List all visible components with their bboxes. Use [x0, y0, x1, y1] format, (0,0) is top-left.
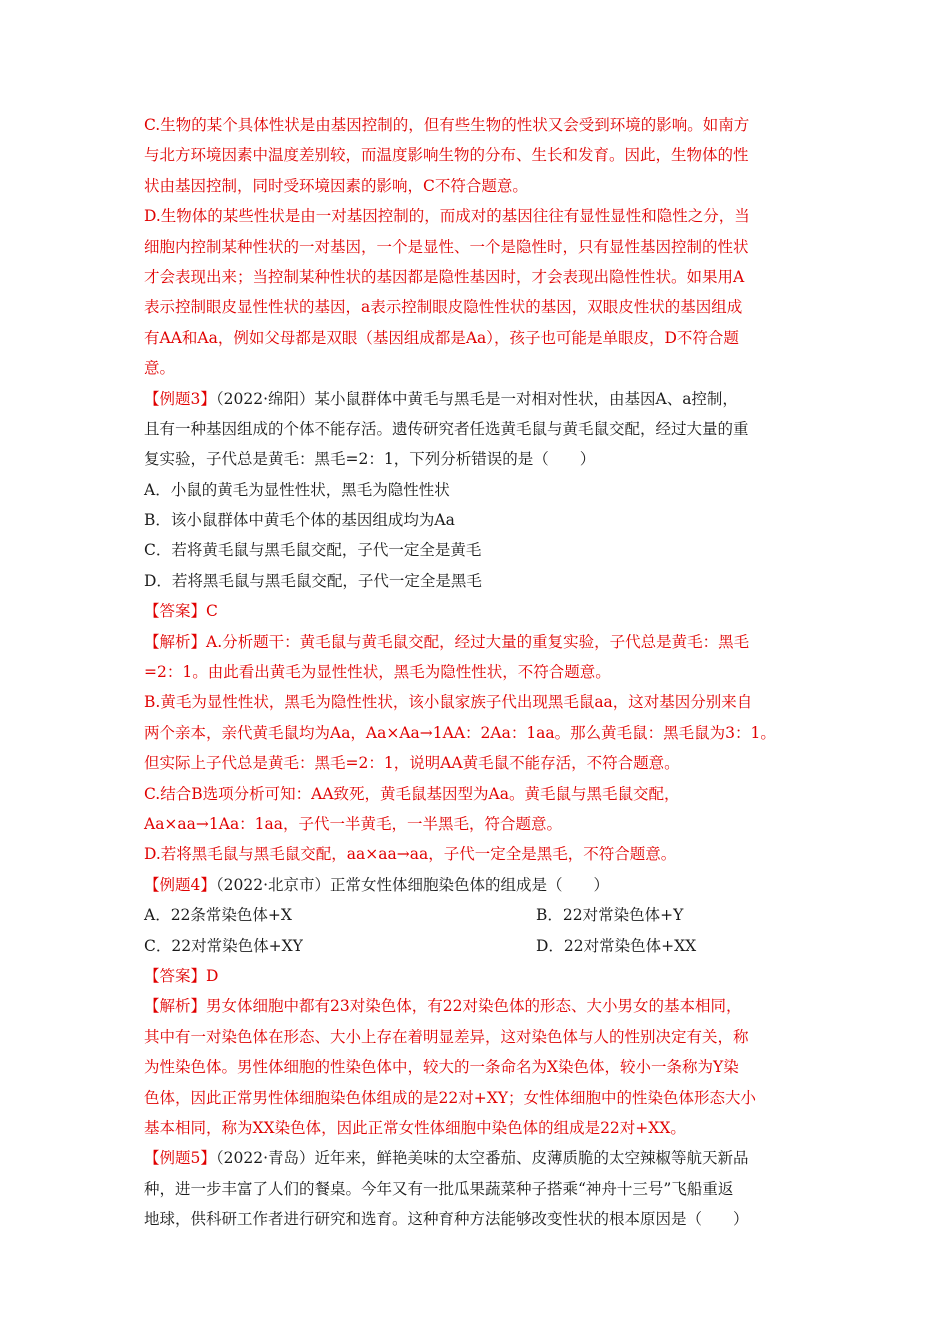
line-text: 两个亲本，亲代黄毛鼠均为Aa，Aa×Aa→1AA：2Aa：1aa。那么黄毛鼠：黑毛鼠为3：1。	[144, 723, 776, 742]
line-text: 色体，因此正常男性体细胞染色体组成的是22对+XY；女性体细胞中的性染色体形态大小	[144, 1088, 756, 1107]
section-tag: 【例题4】	[144, 875, 216, 894]
line-text: （2022·青岛）近年来，鲜艳美味的太空番茄、皮薄质脆的太空辣椒等航天新品	[215, 1149, 749, 1168]
section-tag: 【解析】	[144, 632, 207, 651]
line-text: 意。	[144, 359, 176, 378]
section-tag: 【例题5】	[144, 1149, 216, 1168]
text-line	[144, 201, 808, 231]
text-line	[144, 839, 808, 869]
text-line	[144, 140, 808, 170]
section-line	[144, 384, 808, 414]
line-text: D.生物体的某些性状是由一对基因控制的，而成对的基因往往有显性显性和隐性之分，当	[144, 207, 750, 226]
text-line	[144, 505, 808, 535]
line-text: B．该小鼠群体中黄毛个体的基因组成均为Aa	[144, 511, 455, 530]
text-line	[144, 110, 808, 140]
text-line	[144, 687, 808, 717]
line-text: D.若将黑毛鼠与黑毛鼠交配，aa×aa→aa，子代一定全是黑毛，不符合题意。	[144, 845, 677, 864]
text-line	[144, 1204, 808, 1234]
line-text: 其中有一对染色体在形态、大小上存在着明显差异，这对染色体与人的性别决定有关，称	[144, 1027, 749, 1046]
text-line	[144, 353, 808, 383]
line-text: C	[206, 602, 218, 621]
line-text: A．小鼠的黄毛为显性性状，黑毛为隐性性状	[144, 480, 450, 499]
option-row	[144, 931, 808, 961]
section-tag: 【答案】	[144, 966, 207, 985]
text-line	[144, 1174, 808, 1204]
section-line	[144, 991, 808, 1021]
line-text: 细胞内控制某种性状的一对基因，一个是显性、一个是隐性时，只有显性基因控制的性状	[144, 237, 749, 256]
text-line	[144, 809, 808, 839]
text-line	[144, 323, 808, 353]
section-tag: 【例题3】	[144, 389, 216, 408]
line-text: 与北方环境因素中温度差别较，而温度影响生物的分布、生长和发育。因此，生物体的性	[144, 146, 749, 165]
option-row	[144, 900, 808, 930]
text-line	[144, 1022, 808, 1052]
text-line	[144, 1083, 808, 1113]
section-tag: 【答案】	[144, 602, 207, 621]
text-line	[144, 1113, 808, 1143]
text-line	[144, 748, 808, 778]
line-text: A.分析题干：黄毛鼠与黄毛鼠交配，经过大量的重复实验，子代总是黄毛：黑毛	[206, 632, 750, 651]
text-line	[144, 566, 808, 596]
line-text: Aa×aa→1Aa：1aa，子代一半黄毛，一半黑毛，符合题意。	[144, 814, 563, 833]
line-text: 表示控制眼皮显性性状的基因，a表示控制眼皮隐性性状的基因，双眼皮性状的基因组成	[144, 298, 743, 317]
line-text: 复实验，子代总是黄毛：黑毛=2：1，下列分析错误的是（ ）	[144, 450, 596, 469]
line-text: 为性染色体。男性体细胞的性染色体中，较大的一条命名为X染色体，较小一条称为Y染	[144, 1058, 739, 1077]
line-text: C．若将黄毛鼠与黑毛鼠交配，子代一定全是黄毛	[144, 541, 482, 560]
line-text: 男女体细胞中都有23对染色体，有22对染色体的形态、大小男女的基本相同，	[206, 997, 742, 1016]
text-line	[144, 535, 808, 565]
text-line	[144, 292, 808, 322]
text-line	[144, 718, 808, 748]
line-text: 种，进一步丰富了人们的餐桌。今年又有一批瓜果蔬菜种子搭乘“神舟十三号”飞船重返	[144, 1179, 734, 1198]
line-text: C.生物的某个具体性状是由基因控制的，但有些生物的性状又会受到环境的影响。如南方	[144, 116, 750, 134]
section-line	[144, 870, 808, 900]
section-line	[144, 627, 808, 657]
line-text: B.黄毛为显性性状，黑毛为隐性性状，该小鼠家族子代出现黑毛鼠aa，这对基因分别来自	[144, 693, 753, 712]
line-text: 地球，供科研工作者进行研究和选育。这种育种方法能够改变性状的根本原因是（ ）	[144, 1210, 749, 1229]
text-line	[144, 657, 808, 687]
line-text: （2022·绵阳）某小鼠群体中黄毛与黑毛是一对相对性状，由基因A、a控制，	[215, 389, 738, 408]
section-tag: 【解析】	[144, 997, 207, 1016]
line-text: （2022·北京市）正常女性体细胞染色体的组成是（ ）	[215, 875, 610, 894]
line-text: 才会表现出来；当控制某种性状的基因都是隐性基因时，才会表现出隐性性状。如果用A	[144, 267, 745, 286]
option-text: D．22对常染色体+XX	[536, 936, 697, 955]
option-text: C．22对常染色体+XY	[144, 936, 303, 955]
line-text: 但实际上子代总是黄毛：黑毛=2：1，说明AA黄毛鼠不能存活，不符合题意。	[144, 754, 680, 773]
document-body	[144, 110, 808, 1234]
text-line	[144, 475, 808, 505]
option-text: A．22条常染色体+X	[144, 906, 292, 925]
text-line	[144, 1052, 808, 1082]
text-line	[144, 232, 808, 262]
text-line	[144, 444, 808, 474]
option-text: B．22对常染色体+Y	[536, 906, 684, 925]
line-text: C.结合B选项分析可知：AA致死，黄毛鼠基因型为Aa。黄毛鼠与黑毛鼠交配，	[144, 784, 680, 803]
line-text: 且有一种基因组成的个体不能存活。遗传研究者任选黄毛鼠与黄毛鼠交配，经过大量的重	[144, 419, 749, 438]
text-line	[144, 171, 808, 201]
line-text: 状由基因控制，同时受环境因素的影响，C不符合题意。	[144, 176, 528, 195]
section-line	[144, 596, 808, 626]
line-text: =2：1。由此看出黄毛为显性性状，黑毛为隐性性状，不符合题意。	[144, 663, 611, 682]
section-line	[144, 1143, 808, 1173]
line-text: D．若将黑毛鼠与黑毛鼠交配，子代一定全是黑毛	[144, 571, 482, 590]
text-line	[144, 262, 808, 292]
section-line	[144, 961, 808, 991]
line-text: 有AA和Aa，例如父母都是双眼（基因组成都是Aa），孩子也可能是单眼皮，D不符合题	[144, 328, 739, 347]
text-line	[144, 779, 808, 809]
line-text: 基本相同，称为XX染色体，因此正常女性体细胞中染色体的组成是22对+XX。	[144, 1118, 686, 1137]
text-line	[144, 414, 808, 444]
line-text: D	[206, 966, 219, 985]
